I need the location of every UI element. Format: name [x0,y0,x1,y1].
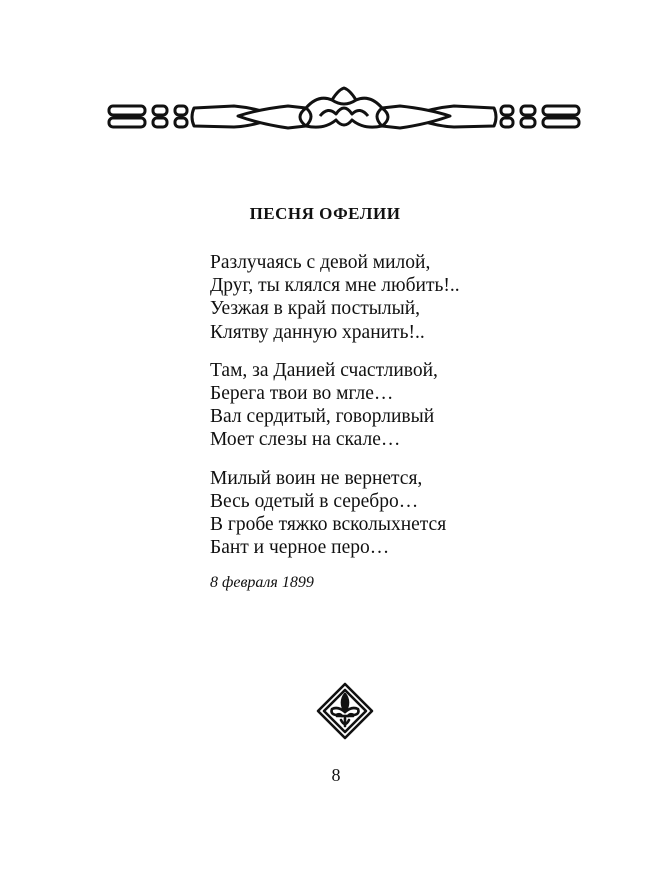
poem-line: Моет слезы на скале… [210,429,401,451]
poem-date: 8 февраля 1899 [210,574,314,591]
poem-line: Разлучаясь с девой милой, [210,252,431,273]
fleur-de-lis-diamond-icon [316,682,374,740]
poem-title: ПЕСНЯ ОФЕЛИИ [249,204,401,223]
stanza [210,251,610,344]
page-number: 8 [331,765,341,785]
poem-body [210,251,610,574]
poem-line: Там, за Данией счастливой, [210,359,438,381]
poem-line: Клятву данную хранить!.. [210,321,425,343]
poem-line: Вал сердитый, говорливый [210,406,435,428]
poem-line: Милый воин не вернется, [210,467,423,489]
poem-line: Весь одетый в серебро… [210,490,419,512]
decorative-header-icon [106,86,582,132]
poem-line: Друг, ты клялся мне любить!.. [210,275,460,297]
poem-line: Бант и черное перо… [210,537,390,559]
stanza [210,359,610,452]
stanza [210,467,610,560]
poem-line: Берега твои во мгле… [210,383,394,405]
poem-line: В гробе тяжко всколыхнется [210,514,447,536]
poem-line: Уезжая в край постылый, [210,298,421,320]
